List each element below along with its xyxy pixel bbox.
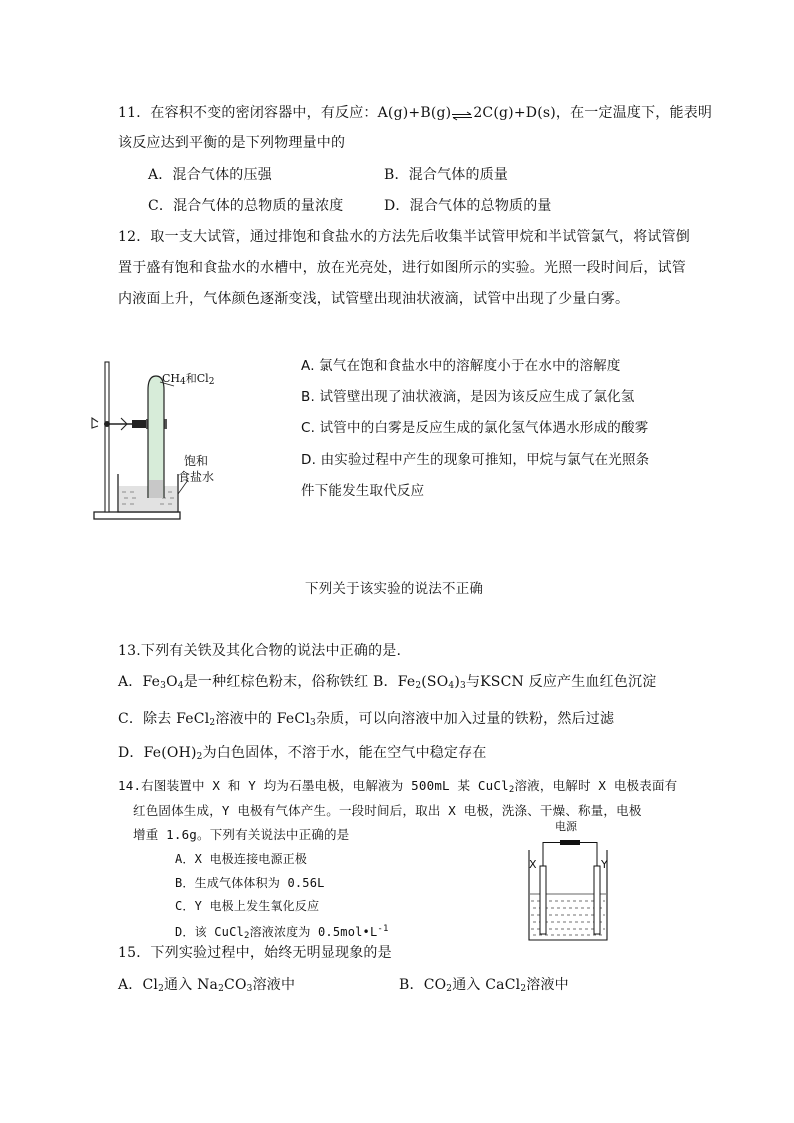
q13-stem: 13.下列有关铁及其化合物的说法中正确的是. xyxy=(118,643,402,659)
q12-stem-line-2: 置于盛有饱和食盐水的水槽中，放在光亮处，进行如图所示的实验。光照一段时间后，试管 xyxy=(118,260,686,276)
q14-option-b: B．生成气体体积为 0.56L xyxy=(175,876,325,890)
inverted-test-tube xyxy=(148,376,164,498)
q12-option-b: B. 试管壁出现了油状液滴，是因为该反应生成了氯化氢 xyxy=(301,389,635,405)
q11-stem-part-1: 11．在容积不变的密闭容器中，有反应：A(g)+B(g) xyxy=(118,105,452,121)
q14-option-a: A．X 电极连接电源正极 xyxy=(175,852,308,866)
q14-option-d: D．该 CuCl$_2$溶液浓度为 $0.5mol•L^{-1}$ xyxy=(175,924,389,941)
q11-stem-part-1b: 2C(g)+D(s)，在一定温度下，能表明 xyxy=(473,105,713,121)
electrode-x-label: X xyxy=(529,858,537,871)
q13-option-a: A．$Fe_3O_4$是一种红棕色粉末，俗称铁红 xyxy=(118,674,369,691)
q11-stem-line-1 xyxy=(118,104,712,122)
q11-option-d: D．混合气体的总物质的量 xyxy=(384,198,552,214)
q11-option-a: A．混合气体的压强 xyxy=(148,167,272,183)
q14-stem-line-1: 14.右图装置中 X 和 Y 均为石墨电极，电解液为 500mL 某 CuCl$_2$溶液，电解时 X 电极表面有 xyxy=(118,778,678,795)
q11-option-b: B．混合气体的质量 xyxy=(384,167,509,183)
q12-option-d-line-1: D. 由实验过程中产生的现象可推知，甲烷与氯气在光照条 xyxy=(301,452,650,468)
power-source-label: 电源 xyxy=(555,820,577,833)
q13-option-d: D．$Fe(OH)_2$为白色固体，不溶于水，能在空气中稳定存在 xyxy=(118,745,487,762)
electrode-y-label: Y xyxy=(601,858,608,871)
q14-electrolysis-figure xyxy=(527,820,617,946)
q14-stem-line-2: 红色固体生成，Y 电极有气体产生。一段时间后，取出 X 电极，洗涤、干燥、称量，电极 xyxy=(133,803,642,818)
stand-base xyxy=(94,512,180,519)
q12-stem-line-1: 12．取一支大试管，通过排饱和食盐水的方法先后收集半试管甲烷和半试管氯气，将试管倒 xyxy=(118,229,691,245)
q12-option-a: A. 氯气在饱和食盐水中的溶解度小于在水中的溶解度 xyxy=(301,358,621,374)
liquid-label-2: 食盐水 xyxy=(178,470,215,484)
q15-stem: 15．下列实验过程中，始终无明显现象的是 xyxy=(118,945,392,961)
q12-stem-line-3: 内液面上升，气体颜色逐渐变浅，试管壁出现油状液滴，试管中出现了少量白雾。 xyxy=(118,291,630,307)
q14-option-c: C．Y 电极上发生氧化反应 xyxy=(175,899,320,913)
liquid-label-1: 饱和 xyxy=(184,454,209,468)
q13-option-c: C．除去 FeCl$_2$溶液中的 FeCl$_3$杂质，可以向溶液中加入过量的铁粉，然后过滤 xyxy=(118,711,615,728)
q13-option-b: B．$Fe_2(SO_4)_3$与KSCN 反应产生血红色沉淀 xyxy=(373,674,657,691)
q11-stem-line-2: 该反应达到平衡的是下列物理量中的 xyxy=(118,135,346,151)
q11-option-c: C．混合气体的总物质的量浓度 xyxy=(148,198,344,214)
stand-rod xyxy=(105,362,109,512)
q12-question: 下列关于该实验的说法不正确 xyxy=(305,581,484,597)
q12-option-d-line-2: 件下能发生取代反应 xyxy=(301,483,425,499)
power-source-icon xyxy=(560,840,580,845)
q15-option-a: A．$Cl_2$通入 $Na_2CO_3$溶液中 xyxy=(118,977,296,994)
q12-option-c: C. 试管中的白雾是反应生成的氯化氢气体遇水形成的酸雾 xyxy=(301,420,649,436)
q15-option-b: B．$CO_2$通入 CaCl$_2$溶液中 xyxy=(399,977,569,994)
q12-apparatus-figure xyxy=(88,352,278,524)
q14-stem-line-3: 增重 1.6g。下列有关说法中正确的是 xyxy=(133,827,350,842)
electrode-y xyxy=(594,866,600,934)
equilibrium-arrow-icon xyxy=(451,108,473,118)
gas-label: $CH_4$和$Cl_2$ xyxy=(162,372,215,387)
electrode-x xyxy=(540,866,546,934)
